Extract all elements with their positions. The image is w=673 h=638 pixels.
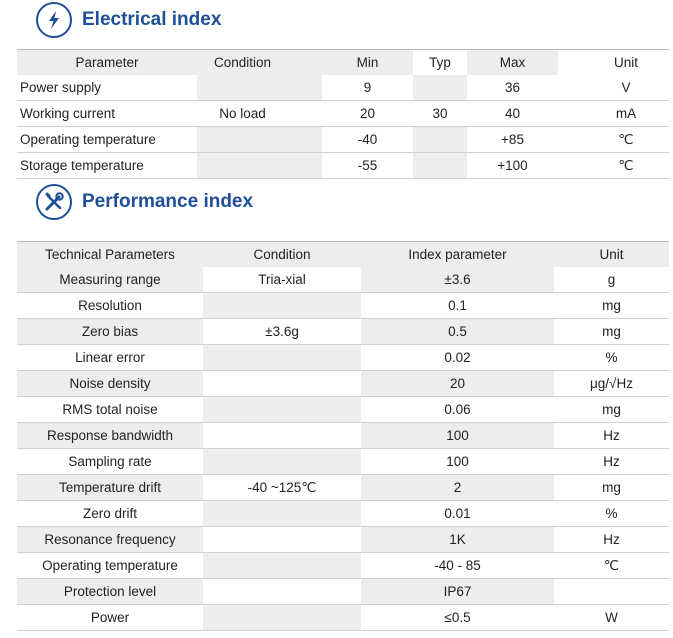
index-cell: IP67: [361, 579, 554, 605]
index-cell: 0.5: [361, 319, 554, 345]
typ-cell: 30: [413, 101, 467, 127]
column-header: Technical Parameters: [17, 242, 203, 268]
parameter-cell: RMS total noise: [17, 397, 203, 423]
table-row: [17, 475, 669, 501]
electrical-section-header: [36, 2, 221, 38]
parameter-cell: Storage temperature: [17, 153, 197, 179]
column-header: Unit: [554, 242, 669, 268]
table-row: [17, 449, 669, 475]
column-header: Parameter: [17, 50, 197, 76]
table-row: [17, 397, 669, 423]
parameter-cell: Noise density: [17, 371, 203, 397]
column-header: Typ: [413, 50, 467, 76]
max-cell: 36: [467, 75, 558, 101]
index-cell: 100: [361, 423, 554, 449]
parameter-cell: Temperature drift: [17, 475, 203, 501]
parameter-cell: Measuring range: [17, 267, 203, 293]
index-cell: -40 - 85: [361, 553, 554, 579]
index-cell: 0.06: [361, 397, 554, 423]
condition-cell: ±3.6g: [203, 319, 361, 345]
table-row: [17, 527, 669, 553]
unit-cell: mg: [554, 319, 669, 345]
max-cell: 40: [467, 101, 558, 127]
index-cell: 20: [361, 371, 554, 397]
condition-cell: [203, 293, 361, 319]
unit-cell: ℃: [583, 127, 669, 153]
unit-cell: [554, 579, 669, 605]
parameter-cell: Zero bias: [17, 319, 203, 345]
electrical-header-row: [17, 50, 669, 76]
table-row: [17, 553, 669, 579]
condition-cell: Tria-xial: [203, 267, 361, 293]
min-cell: -55: [322, 153, 413, 179]
table-row: [17, 319, 669, 345]
condition-cell: [197, 153, 288, 179]
parameter-cell: Linear error: [17, 345, 203, 371]
condition-cell: [203, 423, 361, 449]
max-cell: +100: [467, 153, 558, 179]
column-header: Index parameter: [361, 242, 554, 268]
typ-cell: [413, 127, 467, 153]
condition-cell: [197, 75, 288, 101]
table-row: [17, 153, 669, 179]
typ-cell: [413, 153, 467, 179]
condition-cell: [203, 579, 361, 605]
condition-cell: [203, 371, 361, 397]
unit-cell: Hz: [554, 449, 669, 475]
table-row: [17, 293, 669, 319]
parameter-cell: Power: [17, 605, 203, 631]
table-row: [17, 345, 669, 371]
column-header: Max: [467, 50, 558, 76]
electrical-section-title: Electrical index: [82, 9, 222, 30]
table-row: [17, 127, 669, 153]
performance-section-header: [36, 184, 253, 220]
parameter-cell: Resonance frequency: [17, 527, 203, 553]
condition-cell: [203, 501, 361, 527]
unit-cell: %: [554, 345, 669, 371]
parameter-cell: Operating temperature: [17, 127, 197, 153]
index-cell: ≤0.5: [361, 605, 554, 631]
column-header: Min: [322, 50, 413, 76]
table-row: [17, 501, 669, 527]
parameter-cell: Resolution: [17, 293, 203, 319]
condition-cell: [203, 449, 361, 475]
parameter-cell: Zero drift: [17, 501, 203, 527]
unit-cell: %: [554, 501, 669, 527]
condition-cell: -40 ~125℃: [203, 475, 361, 501]
max-cell: +85: [467, 127, 558, 153]
column-header: Unit: [583, 50, 669, 76]
index-cell: ±3.6: [361, 267, 554, 293]
unit-cell: W: [554, 605, 669, 631]
condition-cell: No load: [197, 101, 288, 127]
unit-cell: mg: [554, 475, 669, 501]
unit-cell: μg/√Hz: [554, 371, 669, 397]
table-row: [17, 371, 669, 397]
index-cell: 2: [361, 475, 554, 501]
parameter-cell: Working current: [17, 101, 197, 127]
column-header: Condition: [203, 242, 361, 268]
min-cell: -40: [322, 127, 413, 153]
performance-section-title: Performance index: [82, 191, 254, 212]
index-cell: 100: [361, 449, 554, 475]
index-cell: 0.1: [361, 293, 554, 319]
index-cell: 0.01: [361, 501, 554, 527]
condition-cell: [197, 127, 288, 153]
electrical-table: [17, 49, 669, 179]
table-row: [17, 101, 669, 127]
index-cell: 1K: [361, 527, 554, 553]
unit-cell: V: [583, 75, 669, 101]
unit-cell: Hz: [554, 527, 669, 553]
unit-cell: mg: [554, 397, 669, 423]
table-row: [17, 605, 669, 631]
min-cell: 9: [322, 75, 413, 101]
unit-cell: mA: [583, 101, 669, 127]
table-row: [17, 423, 669, 449]
table-row: [17, 75, 669, 101]
performance-header-row: [17, 242, 669, 268]
condition-cell: [203, 605, 361, 631]
unit-cell: ℃: [554, 553, 669, 579]
condition-cell: [203, 527, 361, 553]
typ-cell: [413, 75, 467, 101]
performance-table: [17, 241, 669, 631]
tools-icon: [36, 184, 72, 220]
unit-cell: mg: [554, 293, 669, 319]
parameter-cell: Response bandwidth: [17, 423, 203, 449]
condition-cell: [203, 553, 361, 579]
table-row: [17, 579, 669, 605]
unit-cell: ℃: [583, 153, 669, 179]
condition-cell: [203, 397, 361, 423]
column-header: Condition: [197, 50, 288, 76]
parameter-cell: Sampling rate: [17, 449, 203, 475]
index-cell: 0.02: [361, 345, 554, 371]
unit-cell: g: [554, 267, 669, 293]
table-row: [17, 267, 669, 293]
parameter-cell: Operating temperature: [17, 553, 203, 579]
parameter-cell: Protection level: [17, 579, 203, 605]
min-cell: 20: [322, 101, 413, 127]
parameter-cell: Power supply: [17, 75, 197, 101]
unit-cell: Hz: [554, 423, 669, 449]
condition-cell: [203, 345, 361, 371]
lightning-icon: [36, 2, 72, 38]
